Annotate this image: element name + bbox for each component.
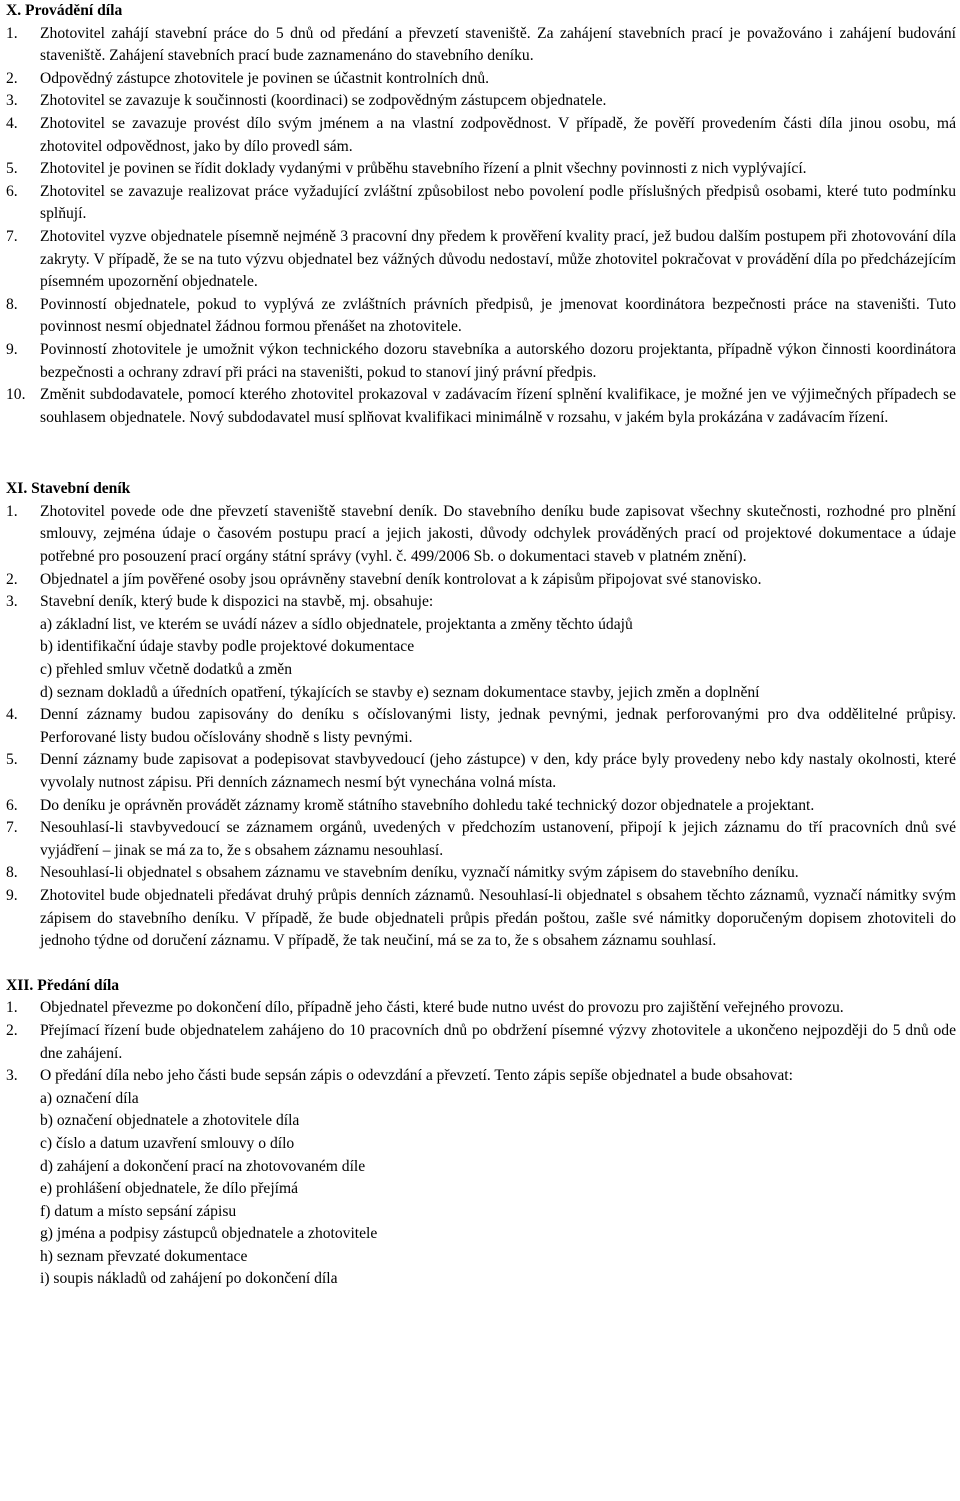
clause-text: Povinností objednatele, pokud to vyplývá ze zvláštních právních předpisů, je jmenovat koordinátora bezpečnosti práce na staveništi. Tuto povinnost nesmí objednatel žádnou formou přenášet na zhotovitele. (40, 295, 956, 336)
clause-item (6, 862, 956, 885)
clause-number: 10. (6, 386, 26, 404)
clause-item (6, 1020, 956, 1065)
clause-number: 4. (6, 706, 18, 724)
subitem: e) prohlášení objednatele, že dílo přejímá (40, 1180, 299, 1198)
clause-text: Denní záznamy bude zapisovat a podepisovat stavbyvedoucí (jeho zástupce) v den, kdy práce byly provedeny nebo kdy nastaly okolnosti, které vyvolaly nutnost zápisu. Při denních záznamech nesmí být vynechána volná místa. (40, 751, 956, 791)
clause-item (6, 591, 956, 704)
clause-number: 2. (6, 69, 18, 87)
clause-item (6, 23, 956, 68)
clause-text: Zhotovitel se zavazuje provést dílo svým jménem a na vlastní zodpovědnost. V případě, že pověří provedením části díla jinou osobu, má zhotovitel odpovědnost, jako by dílo provedl sám. (40, 114, 956, 155)
clause-item (6, 384, 956, 429)
clause-text: Zhotovitel je povinen se řídit doklady vydanými v průběhu stavebního řízení a plnit všechny povinnosti z nich vyplývající. (40, 160, 807, 178)
clause-number: 5. (6, 751, 18, 769)
clause-number: 8. (6, 864, 18, 882)
section-predani-dila (6, 975, 956, 1291)
clause-number: 4. (6, 114, 18, 132)
clause-text: Do deníku je oprávněn provádět záznamy kromě státního stavebního dohledu také technický dozor objednatele a projektant. (40, 796, 815, 814)
clause-list (6, 501, 956, 953)
clause-number: 5. (6, 160, 18, 178)
clause-item (6, 158, 956, 181)
clause-number: 9. (6, 886, 18, 904)
clause-text: Nesouhlasí-li stavbyvedoucí se záznamem orgánů, uvedených v předchozím ustanovení, připojí k jejich záznamu do tří pracovních dnů své vyjádření – jinak se má za to, že s obsahem záznamu nesouhlasí. (40, 819, 956, 859)
section-title: XI. Stavební deník (6, 480, 131, 498)
clause-item (6, 704, 956, 749)
clause-number: 7. (6, 819, 18, 837)
clause-number: 2. (6, 570, 18, 588)
clause-text: Zhotovitel bude objednateli předávat druhý průpis denních záznamů. Nesouhlasí-li objednatel s obsahem těchto záznamů, vyznačí námitky svým zápisem do stavebního deníku. V případě, že bude objednateli průpis předán poštou, zašle své námitky doporučeným dopisem zhotoviteli do jednoho týdne od doručení záznamu. V případě, že tak neučiní, má se za to, že s obsahem záznamu souhlasí. (40, 886, 956, 950)
subitem: h) seznam převzaté dokumentace (40, 1247, 248, 1265)
clause-number: 9. (6, 340, 18, 358)
clause-item (6, 501, 956, 569)
clause-text: Objednatel a jím pověřené osoby jsou oprávněny stavební deník kontrolovat a k zápisům připojovat své stanovisko. (40, 570, 762, 588)
clause-number: 3. (6, 1067, 18, 1085)
clause-number: 6. (6, 182, 18, 200)
document-page (6, 0, 956, 1291)
clause-item (6, 749, 956, 794)
subitem: a) základní list, ve kterém se uvádí název a sídlo objednatele, projektanta a změny těchto údajů (40, 615, 633, 633)
subitem: f) datum a místo sepsání zápisu (40, 1202, 237, 1220)
clause-item (6, 68, 956, 91)
subitem: c) číslo a datum uzavření smlouvy o dílo (40, 1134, 295, 1152)
clause-list (6, 997, 956, 1291)
section-stavebni-denik (6, 478, 956, 952)
clause-item (6, 795, 956, 818)
clause-item (6, 90, 956, 113)
clause-text: Stavební deník, který bude k dispozici na stavbě, mj. obsahuje: (40, 593, 434, 611)
clause-text: Přejímací řízení bude objednatelem zahájeno do 10 pracovních dnů po obdržení písemné výzvy zhotovitele a ukončeno nejpozději do 5 dnů ode dne zahájení. (40, 1021, 956, 1062)
clause-number: 1. (6, 999, 18, 1017)
subitem: g) jména a podpisy zástupců objednatele a zhotovitele (40, 1225, 378, 1243)
clause-text: Odpovědný zástupce zhotovitele je povinen se účastnit kontrolních dnů. (40, 69, 490, 87)
clause-text: O předání díla nebo jeho části bude sepsán zápis o odevzdání a převzetí. Tento zápis sepíše objednatel a bude obsahovat: (40, 1067, 793, 1085)
clause-number: 1. (6, 24, 18, 42)
clause-item (6, 569, 956, 592)
clause-item (6, 817, 956, 862)
clause-list (6, 23, 956, 430)
clause-text: Zhotovitel se zavazuje k součinnosti (koordinaci) se zodpovědným zástupcem objednatele. (40, 92, 607, 110)
clause-number: 3. (6, 92, 18, 110)
clause-text: Nesouhlasí-li objednatel s obsahem záznamu ve stavebním deníku, vyznačí námitky svým zápisem do stavebního deníku. (40, 864, 799, 882)
clause-item (6, 113, 956, 158)
clause-item (6, 885, 956, 953)
clause-text: Povinností zhotovitele je umožnit výkon technického dozoru stavebníka a autorského dozoru projektanta, případně výkon činnosti koordinátora bezpečnosti a ochrany zdraví při práci na staveništi, pokud to stanoví jiný právní předpis. (40, 340, 956, 381)
section-provadeni-dila (6, 0, 956, 429)
subitem: c) přehled smluv včetně dodatků a změn (40, 661, 293, 679)
subitem: i) soupis nákladů od zahájení po dokončení díla (40, 1270, 338, 1288)
clause-item (6, 997, 956, 1020)
clause-item (6, 339, 956, 384)
clause-item (6, 181, 956, 226)
subitem: b) označení objednatele a zhotovitele díla (40, 1112, 300, 1130)
clause-number: 1. (6, 502, 18, 520)
clause-text: Denní záznamy budou zapisovány do deníku s očíslovanými listy, jednak pevnými, jednak perforovanými pro dva oddělitelné průpisy. Perforované listy budou očíslovány shodně s listy pevnými. (40, 706, 956, 746)
clause-item (6, 294, 956, 339)
subitem: b) identifikační údaje stavby podle projektové dokumentace (40, 638, 415, 656)
clause-number: 7. (6, 227, 18, 245)
clause-number: 6. (6, 796, 18, 814)
section-title: X. Provádění díla (6, 2, 123, 19)
clause-number: 3. (6, 593, 18, 611)
clause-number: 8. (6, 295, 18, 313)
clause-text: Zhotovitel se zavazuje realizovat práce vyžadující zvláštní způsobilost nebo povolení podle příslušných předpisů osobami, které tuto podmínku splňují. (40, 182, 956, 223)
clause-text: Změnit subdodavatele, pomocí kterého zhotovitel prokazoval v zadávacím řízení splnění kvalifikace, je možné jen ve výjimečných případech se souhlasem objednatele. Nový subdodavatel musí splňovat kvalifikaci minimálně v rozsahu, v jakém byla prokázána v zadávacím řízení. (40, 386, 956, 426)
clause-number: 2. (6, 1021, 18, 1039)
subitem: d) zahájení a dokončení prací na zhotovovaném díle (40, 1157, 366, 1175)
section-title: XII. Předání díla (6, 976, 120, 994)
clause-text: Objednatel převezme po dokončení dílo, případně jeho části, které bude nutno uvést do provozu pro zajištění veřejného provozu. (40, 999, 844, 1017)
clause-item (6, 226, 956, 294)
clause-text: Zhotovitel vyzve objednatele písemně nejméně 3 pracovní dny předem k prověření kvality prací, jež budou dalším postupem při zhotovování díla zakryty. V případě, že se na tuto výzvu objednatel bez vážných důvodu nedostaví, může zhotovitel pokračovat v provádění díla po předcházejícím písemném upozornění objednatele. (40, 227, 956, 291)
clause-item (6, 1065, 956, 1291)
clause-text: Zhotovitel zahájí stavební práce do 5 dnů od předání a převzetí staveniště. Za zahájení stavebních prací je považováno i zahájení budování staveniště. Zahájení stavebních prací bude zaznamenáno do stavebního deníku. (40, 24, 956, 65)
subitem: d) seznam dokladů a úředních opatření, týkajících se stavby e) seznam dokumentace stavby, jejich změn a doplnění (40, 683, 760, 701)
subitem: a) označení díla (40, 1089, 139, 1107)
clause-text: Zhotovitel povede ode dne převzetí staveniště stavební deník. Do stavebního deníku bude zapisovat všechny skutečnosti, rozhodné pro plnění smlouvy, zejména údaje o časovém postupu prací a jejich jakosti, důvody odchylek prováděných prací od projektové dokumentace a údaje potřebné pro posouzení prací orgány státní správy (vyhl. č. 499/2006 Sb. o dokumentaci staveb v platném znění). (40, 502, 956, 566)
